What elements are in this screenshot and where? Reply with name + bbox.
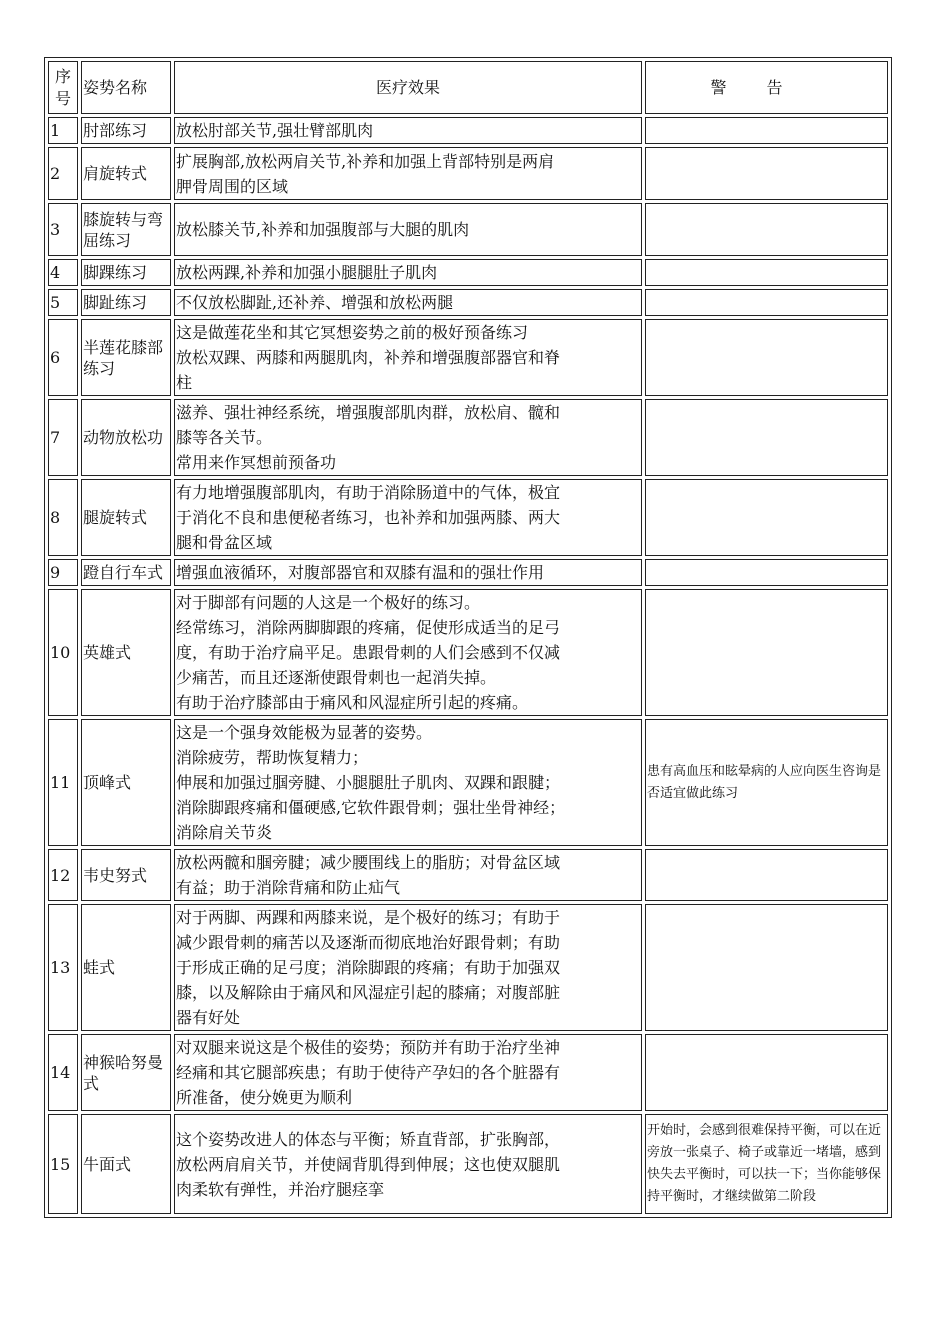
effect-line: 放松双踝、两膝和两腿肌肉，补养和增强腹部器官和脊 — [176, 348, 561, 367]
medical-effect — [174, 319, 642, 396]
effect-line: 所准备，使分娩更为顺利 — [176, 1088, 353, 1107]
table-body — [48, 117, 888, 1214]
medical-effect — [174, 289, 642, 316]
effect-line: 对于两脚、两踝和两膝来说，是个极好的练习；有助于 — [176, 908, 561, 927]
header-medical-effect: 医疗效果 — [174, 61, 642, 114]
posture-name: 神猴哈努曼式 — [81, 1034, 171, 1111]
effect-line: 有力地增强腹部肌肉，有助于消除肠道中的气体，极宜 — [176, 483, 561, 502]
medical-effect — [174, 849, 642, 901]
effect-line: 柱 — [176, 373, 193, 392]
effect-line: 放松膝关节,补养和加强腹部与大腿的肌肉 — [176, 220, 470, 239]
effect-line: 放松肘部关节,强壮臂部肌肉 — [176, 121, 374, 140]
posture-name: 肘部练习 — [81, 117, 171, 144]
warning-note — [645, 319, 888, 396]
posture-name: 肩旋转式 — [81, 147, 171, 200]
warning-note: 开始时，会感到很难保持平衡，可以在近旁放一张桌子、椅子或靠近一堵墙，感到快失去平衡时，可以扶一下；当你能够保持平衡时，才继续做第二阶段 — [645, 1114, 888, 1214]
row-number: 9 — [48, 559, 78, 586]
posture-name: 韦史努式 — [81, 849, 171, 901]
row-number: 8 — [48, 479, 78, 556]
row-number: 11 — [48, 719, 78, 846]
effect-line: 于消化不良和患便秘者练习，也补养和加强两膝、两大 — [176, 508, 561, 527]
effect-line: 少痛苦，而且还逐渐使跟骨刺也一起消失掉。 — [176, 668, 497, 687]
medical-effect — [174, 117, 642, 144]
effect-line: 扩展胸部,放松两肩关节,补养和加强上背部特别是两肩 — [176, 151, 555, 171]
posture-name: 脚趾练习 — [81, 289, 171, 316]
posture-name: 腿旋转式 — [81, 479, 171, 556]
effect-line: 于形成正确的足弓度；消除脚跟的疼痛；有助于加强双 — [176, 958, 561, 977]
row-number: 5 — [48, 289, 78, 316]
warning-note — [645, 289, 888, 316]
effect-line: 放松两肩肩关节，并使阔背肌得到伸展；这也使双腿肌 — [176, 1154, 561, 1174]
warning-note — [645, 203, 888, 256]
medical-effect — [174, 589, 642, 716]
effect-line: 这个姿势改进人的体态与平衡；矫直背部，扩张胸部， — [176, 1129, 561, 1149]
effect-line: 经常练习，消除两脚脚跟的疼痛，促使形成适当的足弓 — [176, 618, 561, 637]
table-row — [48, 589, 888, 716]
effect-line: 放松两髋和腘旁腱；减少腰围线上的脂肪；对骨盆区域 — [176, 853, 561, 872]
posture-name: 牛面式 — [81, 1114, 171, 1214]
effect-line: 腿和骨盆区域 — [176, 533, 273, 552]
effect-line: 消除肩关节炎 — [176, 823, 273, 842]
effect-line: 有助于治疗膝部由于痛风和风湿症所引起的疼痛。 — [176, 693, 529, 712]
effect-line: 常用来作冥想前预备功 — [176, 453, 337, 472]
header-posture-name: 姿势名称 — [81, 61, 171, 114]
effect-line: 器有好处 — [176, 1008, 241, 1027]
effect-line: 消除脚跟疼痛和僵硬感,它软件跟骨刺；强壮坐骨神经； — [176, 798, 566, 817]
posture-name: 英雄式 — [81, 589, 171, 716]
table-header-row — [48, 61, 888, 114]
row-number: 10 — [48, 589, 78, 716]
row-number: 12 — [48, 849, 78, 901]
posture-name: 蛙式 — [81, 904, 171, 1031]
medical-effect — [174, 904, 642, 1031]
table-row — [48, 203, 888, 256]
table-row — [48, 319, 888, 396]
row-number: 7 — [48, 399, 78, 476]
medical-effect — [174, 203, 642, 256]
medical-effect — [174, 1034, 642, 1111]
warning-note: 患有高血压和眩晕病的人应向医生咨询是否适宜做此练习 — [645, 719, 888, 846]
medical-effect — [174, 147, 642, 200]
effect-line: 胛骨周围的区域 — [176, 176, 289, 196]
medical-effect — [174, 479, 642, 556]
effect-line: 这是一个强身效能极为显著的姿势。 — [176, 723, 433, 742]
posture-name: 动物放松功 — [81, 399, 171, 476]
warning-note — [645, 589, 888, 716]
effect-line: 有益；助于消除背痛和防止疝气 — [176, 878, 401, 897]
warning-note — [645, 479, 888, 556]
table-row — [48, 904, 888, 1031]
posture-name: 脚踝练习 — [81, 259, 171, 286]
row-number: 2 — [48, 147, 78, 200]
effect-line: 消除疲劳，帮助恢复精力； — [176, 748, 369, 767]
header-warning: 警告 — [645, 61, 888, 114]
table-row — [48, 719, 888, 846]
effect-line: 对于脚部有问题的人这是一个极好的练习。 — [176, 593, 481, 612]
row-number: 14 — [48, 1034, 78, 1111]
posture-name: 顶峰式 — [81, 719, 171, 846]
warning-note — [645, 147, 888, 200]
medical-effect — [174, 259, 642, 286]
effect-line: 膝，以及解除由于痛风和风湿症引起的膝痛；对腹部脏 — [176, 983, 561, 1002]
effect-line: 膝等各关节。 — [176, 428, 273, 447]
posture-name: 半莲花膝部练习 — [81, 319, 171, 396]
table-row — [48, 1034, 888, 1111]
effect-line: 伸展和加强过腘旁腱、小腿腿肚子肌肉、双踝和跟腱； — [176, 773, 561, 792]
warning-note — [645, 259, 888, 286]
row-number: 4 — [48, 259, 78, 286]
row-number: 3 — [48, 203, 78, 256]
warning-note — [645, 849, 888, 901]
medical-effect — [174, 559, 642, 586]
effect-line: 肉柔软有弹性，并治疗腿痉挛 — [176, 1179, 385, 1199]
warning-note — [645, 559, 888, 586]
table-row — [48, 289, 888, 316]
row-number: 1 — [48, 117, 78, 144]
medical-effect — [174, 1114, 642, 1214]
table-row — [48, 399, 888, 476]
effect-line: 度，有助于治疗扁平足。患跟骨刺的人们会感到不仅减 — [176, 643, 561, 662]
effect-line: 对双腿来说这是个极佳的姿势；预防并有助于治疗坐神 — [176, 1038, 561, 1057]
yoga-posture-table — [44, 57, 892, 1218]
table-row — [48, 479, 888, 556]
posture-name: 膝旋转与弯屈练习 — [81, 203, 171, 256]
row-number: 13 — [48, 904, 78, 1031]
table-row — [48, 849, 888, 901]
header-number: 序号 — [48, 61, 78, 114]
effect-line: 滋养、强壮神经系统，增强腹部肌肉群，放松肩、髋和 — [176, 403, 561, 422]
table-row — [48, 259, 888, 286]
warning-note — [645, 117, 888, 144]
medical-effect — [174, 399, 642, 476]
warning-note — [645, 399, 888, 476]
effect-line: 减少跟骨刺的痛苦以及逐渐而彻底地治好跟骨刺；有助 — [176, 933, 561, 952]
table-row — [48, 117, 888, 144]
effect-line: 这是做莲花坐和其它冥想姿势之前的极好预备练习 — [176, 323, 529, 342]
warning-note — [645, 1034, 888, 1111]
row-number: 6 — [48, 319, 78, 396]
effect-line: 放松两踝,补养和加强小腿腿肚子肌肉 — [176, 263, 438, 282]
table-row — [48, 147, 888, 200]
row-number: 15 — [48, 1114, 78, 1214]
medical-effect — [174, 719, 642, 846]
effect-line: 经痛和其它腿部疾患；有助于使待产孕妇的各个脏器有 — [176, 1063, 561, 1082]
effect-line: 不仅放松脚趾,还补养、增强和放松两腿 — [176, 293, 454, 312]
effect-line: 增强血液循环，对腹部器官和双膝有温和的强壮作用 — [176, 563, 545, 582]
table-row — [48, 1114, 888, 1214]
posture-name: 蹬自行车式 — [81, 559, 171, 586]
warning-note — [645, 904, 888, 1031]
table-row — [48, 559, 888, 586]
